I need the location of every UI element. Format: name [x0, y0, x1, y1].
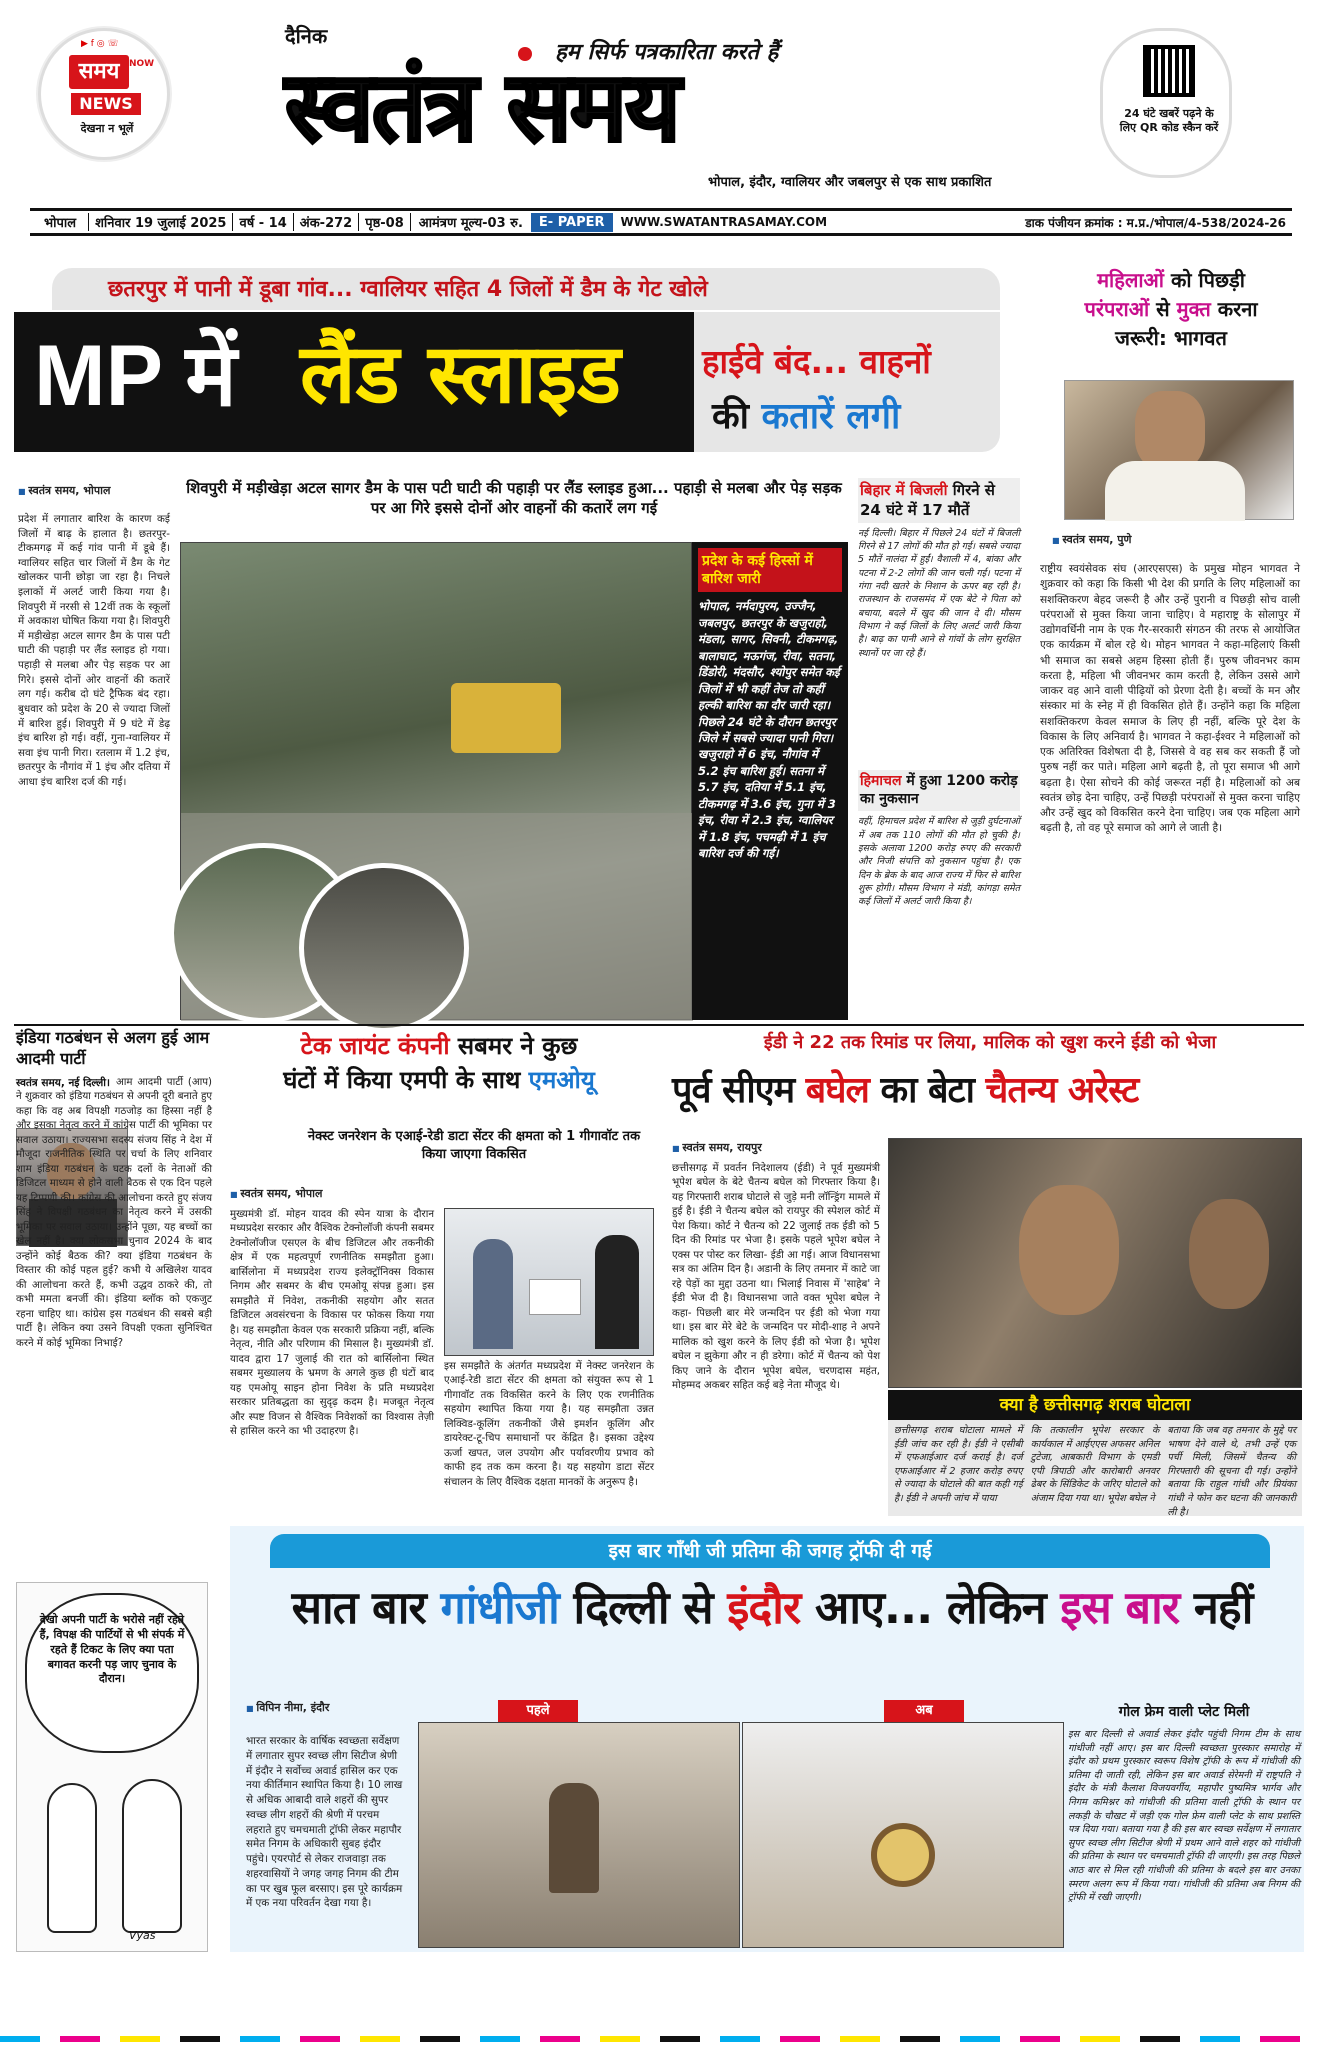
ed-byline	[672, 1140, 872, 1158]
mou-person-1	[473, 1239, 513, 1349]
ed-headline	[672, 1064, 1304, 1113]
gandhi-h7: नहीं	[1193, 1581, 1253, 1634]
tech-byline-text: ■ स्वतंत्र समय, भोपाल	[230, 1186, 430, 1201]
bhagwat-shirt	[1105, 461, 1245, 521]
qr-panel	[1100, 28, 1232, 178]
logo-samay-text: समय	[69, 55, 129, 89]
before-label: पहले	[498, 1700, 578, 1722]
bhagwat-t1: महिलाओं	[1097, 268, 1165, 292]
bhagwat-t5: मुक्त	[1176, 297, 1211, 321]
dainik-label: दैनिक	[285, 24, 328, 48]
gandhi-h2: गांधीजी	[440, 1581, 559, 1634]
bihar-body: नई दिल्ली। बिहार में पिछले 24 घंटों में बिजली गिरने से 17 लोगों की मौत हो गई। सबसे ज्यादा 5 मौतें नालंदा में हुईं। वैशाली में 4, बांका और पटना में 2-2 लोगों की जान चली गई। पटना में गंगा नदी खतरे के निशान के ऊपर बह रही है। राजस्थान के राजसमंद में एक बेटे ने पिता को बचाया, बदले में खुद की जान दे दी। मौसम विभाग ने कई जिलों के लिए अलर्ट जारी किया है। बाढ़ का पानी आने से गांवों के लोग सुरक्षित स्थानों पर जा रहे हैं।	[858, 527, 1020, 659]
dateline-pages: पृष्ठ-08	[359, 213, 411, 231]
social-icons: ▶ f ◎ ☏	[81, 39, 119, 49]
bhagwat-body: राष्ट्रीय स्वयंसेवक संघ (आरएसएस) के प्रमुख मोहन भागवत ने शुक्रवार को कहा कि किसी भी देश की प्रगति के लिए महिलाओं का सशक्तिकरण बेहद जरूरी है और उन्हें पुरानी व पिछड़ी सोच वाली परंपराओं से मुक्त किया जाना चाहिए। वे महाराष्ट्र के सोलापुर में उद्योगवर्धिनी नाम के एक गैर-सरकारी संगठन की तरफ से आयोजित एक कार्यक्रम में बोल रहे थे। मोहन भागवत ने कहा-महिलाएं किसी भी समाज का सबसे अहम हिस्सा होती हैं। पुरुष जीवनभर काम करता है, महिला भी जीवनभर काम करती है, लेकिन उससे आगे जाकर वह आने वाली पीढ़ियों को प्रेरणा देती है। बच्चों के मन और संस्कार मां के स्नेह में ही विकसित होते हैं। उन्होंने कहा कि महिला सशक्तिकरण केवल समाज के लिए ही नहीं, बल्कि पूरे देश के विकास के लिए अनिवार्य है। भागवत ने कहा-ईश्वर ने महिलाओं को एक अतिरिक्त विशेषता दी है, जिससे वे वह सब कर सकती हैं जो पुरुष नहीं कर पाते। महिला आगे बढ़ती है, तो पूरा समाज भी आगे बढ़ता है। ऐसा सोचने की कोई जरूरत नहीं है। महिलाओं को अब स्वतंत्र छोड़ देना चाहिए, उन्हें पिछड़ी परंपराओं से मुक्त करना चाहिए और उन्हें खुद को विकसित करने देना चाहिए। जब एक महिला आगे बढ़ती है, तो वह पूरे समाज को आगे ले जाती है।	[1040, 563, 1300, 835]
lead-side-a	[702, 338, 931, 383]
bhagwat-byline-text: ■ स्वतंत्र समय, पुणे	[1052, 532, 1292, 547]
ed-box	[888, 1420, 1302, 1516]
lead-side-b-text: की	[712, 396, 749, 437]
tech-t3: ने कुछ	[520, 1032, 578, 1060]
mou-photo	[444, 1208, 654, 1356]
cartoon-speech-bubble	[25, 1593, 199, 1753]
india-body: आम आदमी पार्टी (आप) ने शुक्रवार को इंडिया गठबंधन से अपनी दूरी बनाते हुए कहा कि वह अब विपक्षी गठजोड़ का हिस्सा नहीं है और इसका नेतृत्व करने में कांग्रेस पार्टी की भूमिका पर सवाल उठाया। राज्यसभा सदस्य संजय सिंह ने देश में मौजूदा राजनीतिक स्थिति पर चर्चा के लिए शनिवार शाम इंडिया गठबंधन के घटक दलों के नेताओं की डिजिटल माध्यम से होने वाली बैठक से एक दिन पहले यह टिप्पणी की। कांग्रेस की आलोचना करते हुए संजय सिंह ने विपक्षी गठबंधन का नेतृत्व करने में उसकी भूमिका पर सवाल उठाया। उन्होंने पूछा, यह बच्चों का खेल नहीं है। क्या लोकसभा चुनाव 2024 के बाद उन्होंने कोई बैठक की? क्या इंडिया गठबंधन के विस्तार की कोई पहल हुई? कभी ये अखिलेश यादव की आलोचना करते हैं, कभी उद्धव ठाकरे की, तो कभी ममता बनर्जी की। इंडिया ब्लॉक को एकजुट रहना चाहिए था। कांग्रेस इस गठबंधन की सबसे बड़ी पार्टी है। लेकिन क्या उसने विपक्षी एकता सुनिश्चित करने में कोई भूमिका निभाई?	[16, 1077, 212, 1349]
bhagwat-t3: परंपराओं	[1084, 297, 1150, 321]
after-label: अब	[884, 1700, 964, 1722]
divider-mid	[14, 1024, 1304, 1026]
published-line: भोपाल, इंदौर, ग्वालियर और जबलपुर से एक साथ प्रकाशित	[708, 175, 992, 190]
tech-t5: एमओयू	[528, 1065, 595, 1094]
lead-byline	[18, 483, 170, 501]
himachal-title-a: हिमाचल	[860, 772, 902, 789]
qr-text: 24 घंटे खबरें पढ़ने के लिए QR कोड स्कैन करें	[1119, 107, 1219, 135]
cartoon-panel	[16, 1582, 208, 1952]
samay-now-logo	[38, 28, 170, 160]
bhagwat-headline	[1040, 266, 1302, 353]
gandhi-h6: इस बार	[1060, 1581, 1180, 1634]
epaper-button[interactable]: E- PAPER	[531, 213, 613, 232]
mou-person-2	[595, 1235, 639, 1349]
bihar-title-a: बिहार में बिजली	[860, 481, 948, 499]
bhagwat-t7: जरूरी: भागवत	[1115, 326, 1227, 350]
dateline-issue: अंक-272	[294, 213, 359, 231]
ed-h3: का बेटा	[880, 1070, 974, 1111]
bhagwat-face	[1135, 391, 1205, 471]
logo-now-text: NOW	[129, 59, 155, 69]
gandhi-h4: इंदौर	[727, 1581, 801, 1634]
gandhi-h5: आए... लेकिन	[815, 1581, 1046, 1634]
ed-box-col-3: बताया कि जब वह तमनार के मुद्दे पर भाषण देने वाले थे, तभी उन्हें एक पर्ची मिली, जिसमें चैतन्य की गिरफ्तारी की सूचना दी गई। उन्होंने बताया कि राहुल गांधी और प्रियंका गांधी ने फोन कर घटना की जानकारी ली है।	[1167, 1425, 1297, 1518]
chaitanya-face	[1019, 1185, 1119, 1315]
bhagwat-photo	[1064, 380, 1294, 520]
gandhi-byline-text: ■ विपिन नीमा, इंदौर	[246, 1700, 396, 1715]
dateline-bar	[30, 208, 1292, 236]
himachal-body: वहीं, हिमाचल प्रदेश में बारिश से जुड़ी दुर्घटनाओं में अब तक 110 लोगों की मौत हो चुकी है। इसके अलावा 1200 करोड़ रुपए की सरकारी और निजी संपत्ति को नुकसान पहुंचा है। एक दिन के ब्रेक के बाद आज राज्य में फिर से बारिश शुरू होगी। मौसम विभाग ने मंडी, कांगड़ा समेत कई जिलों में अलर्ट जारी किया है।	[858, 816, 1020, 908]
inset-circle-photo-2	[299, 863, 469, 1033]
rain-box-title: प्रदेश के कई हिस्सों में बारिश जारी	[698, 548, 842, 592]
himachal-title-b: में हुआ 1200 करोड़ का नुकसान	[860, 772, 1018, 808]
lead-kicker: छतरपुर में पानी में डूबा गांव... ग्वालियर सहित 4 जिलों में डैम के गेट खोले	[108, 277, 708, 302]
ed-h4: चैतन्य अरेस्ट	[985, 1070, 1139, 1111]
bhagwat-t2: को पिछड़ी	[1170, 268, 1245, 292]
logo-news-text: NEWS	[71, 93, 141, 115]
dateline-price: आमंत्रण मूल्य-03 रु.	[418, 216, 523, 231]
bihar-column	[858, 478, 1020, 1020]
dateline-date: शनिवार 19 जुलाई 2025	[89, 213, 233, 231]
ed-h2: बघेल	[805, 1070, 869, 1111]
gandhi-statue	[549, 1783, 599, 1893]
lead-photo-caption: शिवपुरी में मड़ीखेड़ा अटल सागर डैम के पास पटी घाटी की पहाड़ी पर लैंड स्लाइड हुआ... पहाड़ी से मलबा और पेड़ सड़क पर आ गिरे इससे दोनों ओर वाहनों की कतारें लग गई	[186, 479, 842, 518]
cartoonist-sign: Vyas	[129, 1929, 156, 1942]
ed-h1: पूर्व सीएम	[672, 1070, 795, 1111]
ed-body: छत्तीसगढ़ में प्रवर्तन निदेशालय (ईडी) ने पूर्व मुख्यमंत्री भूपेश बघेल के बेटे चैतन्य बघेल को गिरफ्तार किया है। यह गिरफ्तारी शराब घोटाले से जुड़े मनी लॉन्ड्रिंग मामले में हुई है। ईडी ने चैतन्य बघेल को रायपुर की स्पेशल कोर्ट में पेश किया। कोर्ट ने चैतन्य को 22 जुलाई तक ईडी को 5 दिन की रिमांड पर भेजा है। इसके पहले भूपेश बघेल ने एक्स पर पोस्ट कर लिखा- ईडी आ गई। आज विधानसभा सत्र का अंतिम दिन है। अडानी के लिए तमनार में काटे जा रहे पेड़ों का मुद्दा उठना था। भिलाई निवास में 'साहेब' ने ईडी भेज दी है। विधानसभा जाते वक्त भूपेश बघेल ने कहा- पिछली बार मेरे जन्मदिन पर ईडी को भेजा गया था। इस बार मेरे बेटे के जन्मदिन पर मोदी-शाह ने अपने मालिक को खुश करने के लिए ईडी को भेजा है। भूपेश बघेल न झुकेगा और न ही डरेगा। कोर्ट में चैतन्य को पेश किए जाने के दौरान भूपेश बघेल, चरणदास महंत, मोहम्मद अकबर सहित कई बड़े नेता मौजूद थे।	[672, 1163, 880, 1392]
gandhi-byline	[246, 1700, 396, 1718]
india-title: इंडिया गठबंधन से अलग हुई आम आदमी पार्टी	[16, 1028, 210, 1068]
gandhi-h3: दिल्ली से	[573, 1581, 713, 1634]
website-link[interactable]: WWW.SWATANTRASAMAY.COM	[620, 215, 828, 229]
bhagwat-t6: करना	[1217, 297, 1258, 321]
registration-marks	[0, 2036, 1318, 2042]
dateline-year: वर्ष - 14	[233, 213, 293, 231]
frame-title: गोल फ्रेम वाली प्लेट मिली	[1118, 1704, 1250, 1720]
bihar-title-b: गिरने से 24 घंटे में 17 मौतें	[860, 481, 995, 520]
cartoon-figure-right	[122, 1779, 182, 1933]
himachal-title	[858, 770, 1020, 812]
slogan: हम सिर्फ पत्रकारिता करते हैं	[555, 39, 779, 65]
gandhi-body: भारत सरकार के वार्षिक स्वच्छता सर्वेक्षण में लगातार सुपर स्वच्छ लीग सिटीज श्रेणी में इंदौर ने सर्वोच्च अवार्ड हासिल कर एक नया कीर्तिमान स्थापित किया है। 10 लाख से अधिक आबादी वाले शहरों की सुपर स्वच्छ लीग शहरों की श्रेणी में परचम लहराते हुए चमचमाती ट्रॉफी लेकर महापौर समेत निगम के अधिकारी सुबह इंदौर पहुंचे। एयरपोर्ट से लेकर राजवाड़ा तक शहरवासियों ने जगह जगह निगम की टीम का पर खुब फूल बरसाए। इस पूरे कार्यक्रम में एक नया परिवर्तन देखा गया है।	[246, 1735, 403, 1910]
tech-headline	[230, 1030, 648, 1097]
lead-byline-text: ■ स्वतंत्र समय, भोपाल	[18, 483, 170, 498]
qr-code-icon[interactable]	[1143, 45, 1195, 97]
bhagwat-t4: से	[1156, 297, 1170, 321]
masthead	[0, 0, 1318, 205]
tech-t1: टेक जायंट कंपनी	[300, 1032, 450, 1060]
bhagwat-byline	[1052, 532, 1292, 550]
after-photo	[742, 1722, 1064, 1948]
round-frame-plate	[871, 1823, 935, 1887]
india-byline: स्वतंत्र समय, नई दिल्ली।	[16, 1077, 110, 1089]
lead-headline-a: MP में	[34, 328, 237, 424]
tech-sub: नेक्स्ट जनरेशन के एआई-रेडी डाटा सेंटर की क्षमता को 1 गीगावॉट तक किया जाएगा विकसित	[307, 1129, 641, 1163]
ed-box-col-2: कि तत्कालीन भूपेश सरकार के कार्यकाल में आईएएस अफसर अनिल टुटेजा, आबकारी विभाग के एमडी एपी त्रिपाठी और कारोबारी अनवर ढेबर के सिंडिकेट के जरिए घोटाले को अंजाम दिया गया था। भूपेश बघेल ने	[1030, 1425, 1160, 1505]
landslide-photo	[180, 542, 692, 1020]
logo-tagline: देखना न भूलें	[80, 122, 134, 135]
lead-side-b	[712, 390, 900, 439]
dateline-city: भोपाल	[30, 213, 89, 231]
ed-box-col-1: छत्तीसगढ़ शराब घोटाला मामले में ईडी जांच कर रही है। ईडी ने एसीबी में एफआईआर दर्ज कराई है। दर्ज एफआईआर में 2 हजार करोड़ रुपए से ज्यादा के घोटाले की बात कही गई है। ईडी ने अपनी जांच में पाया	[894, 1425, 1023, 1505]
cartoon-speech: देखो अपनी पार्टी के भरोसे नहीं रहते हैं, विपक्ष की पार्टियों से भी संपर्क में रहते हैं टिकट के लिए क्या पता बगावत करनी पड़ जाए चुनाव के दौरान।	[39, 1613, 185, 1686]
cartoon-figure-left	[47, 1783, 97, 1933]
tech-body-1: मुख्यमंत्री डॉ. मोहन यादव की स्पेन यात्रा के दौरान मध्यप्रदेश सरकार और वैश्विक टेक्नोलॉजी कंपनी सबमर टेक्नोलॉजीज एसएल के बीच डिजिटल और तकनीकी क्षेत्र में एक महत्वपूर्ण रणनीतिक समझौता हुआ। बार्सिलोना में मध्यप्रदेश राज्य इलेक्ट्रॉनिक्स विकास निगम और सबमर के बीच एमओयू संपन्न हुआ। इस समझौते में निवेश, तकनीकी सहयोग और सतत डिजिटल अवसंरचना के विकास पर फोकस किया गया है। यह समझौता केवल एक सरकारी प्रक्रिया नहीं, बल्कि नेतृत्व, नीति और परिणाम की मिसाल है। मुख्यमंत्री डॉ. यादव द्वारा 17 जुलाई की रात को बार्सिलोना स्थित सबमर मुख्यालय के भ्रमण के अगले कुछ ही घंटों बाद यह एमओयू साइन होना निवेश के प्रति मध्यप्रदेश सरकार प्रतिबद्धता का सुदृढ़ कदम है। मजबूत नेतृत्व और स्पष्ट विजन से वैश्विक निवेशकों का विश्वास तेज़ी से हासिल करने का भी उदाहरण है।	[230, 1209, 434, 1438]
ed-box-title: क्या है छत्तीसगढ़ शराब घोटाला	[888, 1390, 1302, 1420]
rain-box	[692, 542, 848, 1020]
postal-reg: डाक पंजीयन क्रमांक : म.प्र./भोपाल/4-538/2024-26	[1025, 215, 1286, 230]
bus-shape	[451, 683, 561, 753]
chaitanya-photo	[888, 1138, 1302, 1388]
tech-t2: सबमर	[457, 1032, 513, 1060]
crowd-face	[1189, 1199, 1269, 1309]
frame-body: इस बार दिल्ली से अवार्ड लेकर इंदौर पहुंची निगम टीम के साथ गांधीजी नहीं आए। इस बार दिल्ली स्वच्छता पुरस्कार समारोह में इंदौर को प्रथम पुरस्कार स्वरूप विशेष ट्रॉफी के रूप में गांधीजी की प्रतिमा दी जाती रही, लेकिन इस बार अवार्ड सेरेमनी में राष्ट्रपति ने इंदौर के मंत्री कैलाश विजयवर्गीय, महापौर पुष्यमित्र भार्गव और निगम कमिश्नर को गांधीजी की प्रतिमा वाली ट्रॉफी के स्थान पर लकड़ी के चौखट में जड़ी एक गोल फ्रेम वाली प्लेट के साथ प्रशस्ति पत्र दिया गया। बताया गया है की इस बार स्वच्छ सर्वेक्षण में लगातार सुपर स्वच्छ लीग सिटीज श्रेणी में प्रथम आने वाले शहर को गांधीजी की प्रतिमा के स्थान पर चमचमाती ट्रॉफी दी जाएगी। इस तरह पिछले आठ बार से मिल रही गांधीजी की प्रतिमा के बदले इस बार उनका स्मरण अलग रूप में किया गया। गांधीजी की प्रतिमा अब निगम की ट्रॉफी में रखी जाएगी।	[1068, 1729, 1300, 1904]
lead-headline-b: लैंड स्लाइड	[300, 327, 621, 422]
tech-body-2: इस समझौते के अंतर्गत मध्यप्रदेश में नेक्स्ट जनरेशन के एआई-रेडी डाटा सेंटर की क्षमता को संयुक्त रूप से 1 गीगावॉट तक विकसित करने के लिए एक रणनीतिक सहयोग स्थापित किया गया है। यह समझौता उन्नत लिक्विड-कूलिंग तकनीकों जैसे इमर्शन कूलिंग और डायरेक्ट-टू-चिप समाधानों पर केंद्रित है। इसका उद्देश्य ऊर्जा खपत, जल उपयोग और पर्यावरणीय प्रभाव को काफी हद तक कम करना है। यह सहयोग डाटा सेंटर संचालन के लिए वैश्विक दक्षता मानकों के अनुरूप है।	[444, 1361, 654, 1488]
ed-kicker: ईडी ने 22 तक रिमांड पर लिया, मालिक को खुश करने ईडी को भेजा	[763, 1032, 1217, 1053]
lead-body: प्रदेश में लगातार बारिश के कारण कई जिलों में बाढ़ के हालात है। छतरपुर-टीकमगढ़ में कई गांव पानी में डूबे हैं। ग्वालियर सहित चार जिलों में डैम के गेट खोलकर पानी छोड़ा जा रहा है। निचले इलाकों में अलर्ट जारी किया गया है। शिवपुरी में नरसी से 12वीं तक के स्कूलों में अवकाश घोषित किया गया है। शिवपुरी में मड़ीखेड़ा अटल सागर डैम के पास पटी घाटी की पहाड़ी पर लैंड स्लाइड हो गया। पहाड़ी से मलबा और पेड़ सड़क पर आ गिरे। इससे दोनों ओर वाहनों की कतारें लग गई। करीब दो घंटे ट्रैफिक बंद रहा। बुधवार को प्रदेश के 20 से ज्यादा जिलों में बारिश हुई। शिवपुरी में 9 घंटे में डेढ़ इंच बारिश हो गई। वहीं, गुना-ग्वालियर में सवा इंच पानी गिरा। रतलाम में 1.2 इंच, छतरपुर के नौगांव में 1 इंच और दतिया में आधा इंच बारिश दर्ज की गई।	[18, 513, 170, 788]
mou-document	[529, 1279, 581, 1315]
gandhi-kicker: इस बार गाँधी जी प्रतिमा की जगह ट्रॉफी दी गई	[270, 1534, 1270, 1568]
lead-side-a-text: हाईवे बंद... वाहनों	[702, 342, 931, 381]
gandhi-h1: सात बार	[291, 1581, 426, 1634]
ed-byline-text: ■ स्वतंत्र समय, रायपुर	[672, 1140, 872, 1155]
tech-byline	[230, 1186, 430, 1204]
tech-t4: घंटों में किया एमपी के साथ	[283, 1065, 521, 1094]
lead-side-c-text: कतारें लगी	[761, 396, 901, 437]
masthead-title: स्वतंत्र समय	[285, 51, 679, 163]
before-photo	[418, 1722, 740, 1948]
gandhi-headline	[246, 1576, 1298, 1637]
rain-box-body: भोपाल, नर्मदापुरम, उज्जैन, जबलपुर, छतरपुर के खजुराहो, मंडला, सागर, सिवनी, टीकमगढ़, बालाघाट, मऊगंज, रीवा, सतना, डिंडोरी, मंदसौर, श्योपुर समेत कई जिलों में भी कहीं तेज तो कहीं हल्की बारिश का दौर जारी रहा। पिछले 24 घंटे के दौरान छतरपुर जिले में सबसे ज्यादा पानी गिरा। खजुराहो में 6 इंच, नौगांव में 5.2 इंच बारिश हुई। सतना में 5.7 इंच, दतिया में 5.1 इंच, टीकमगढ़ में 3.6 इंच, गुना में 3 इंच, रीवा में 2.3 इंच, ग्वालियर में 1.8 इंच, पचमढ़ी में 1 इंच बारिश दर्ज की गई।	[698, 599, 840, 861]
bihar-title	[858, 478, 1020, 523]
